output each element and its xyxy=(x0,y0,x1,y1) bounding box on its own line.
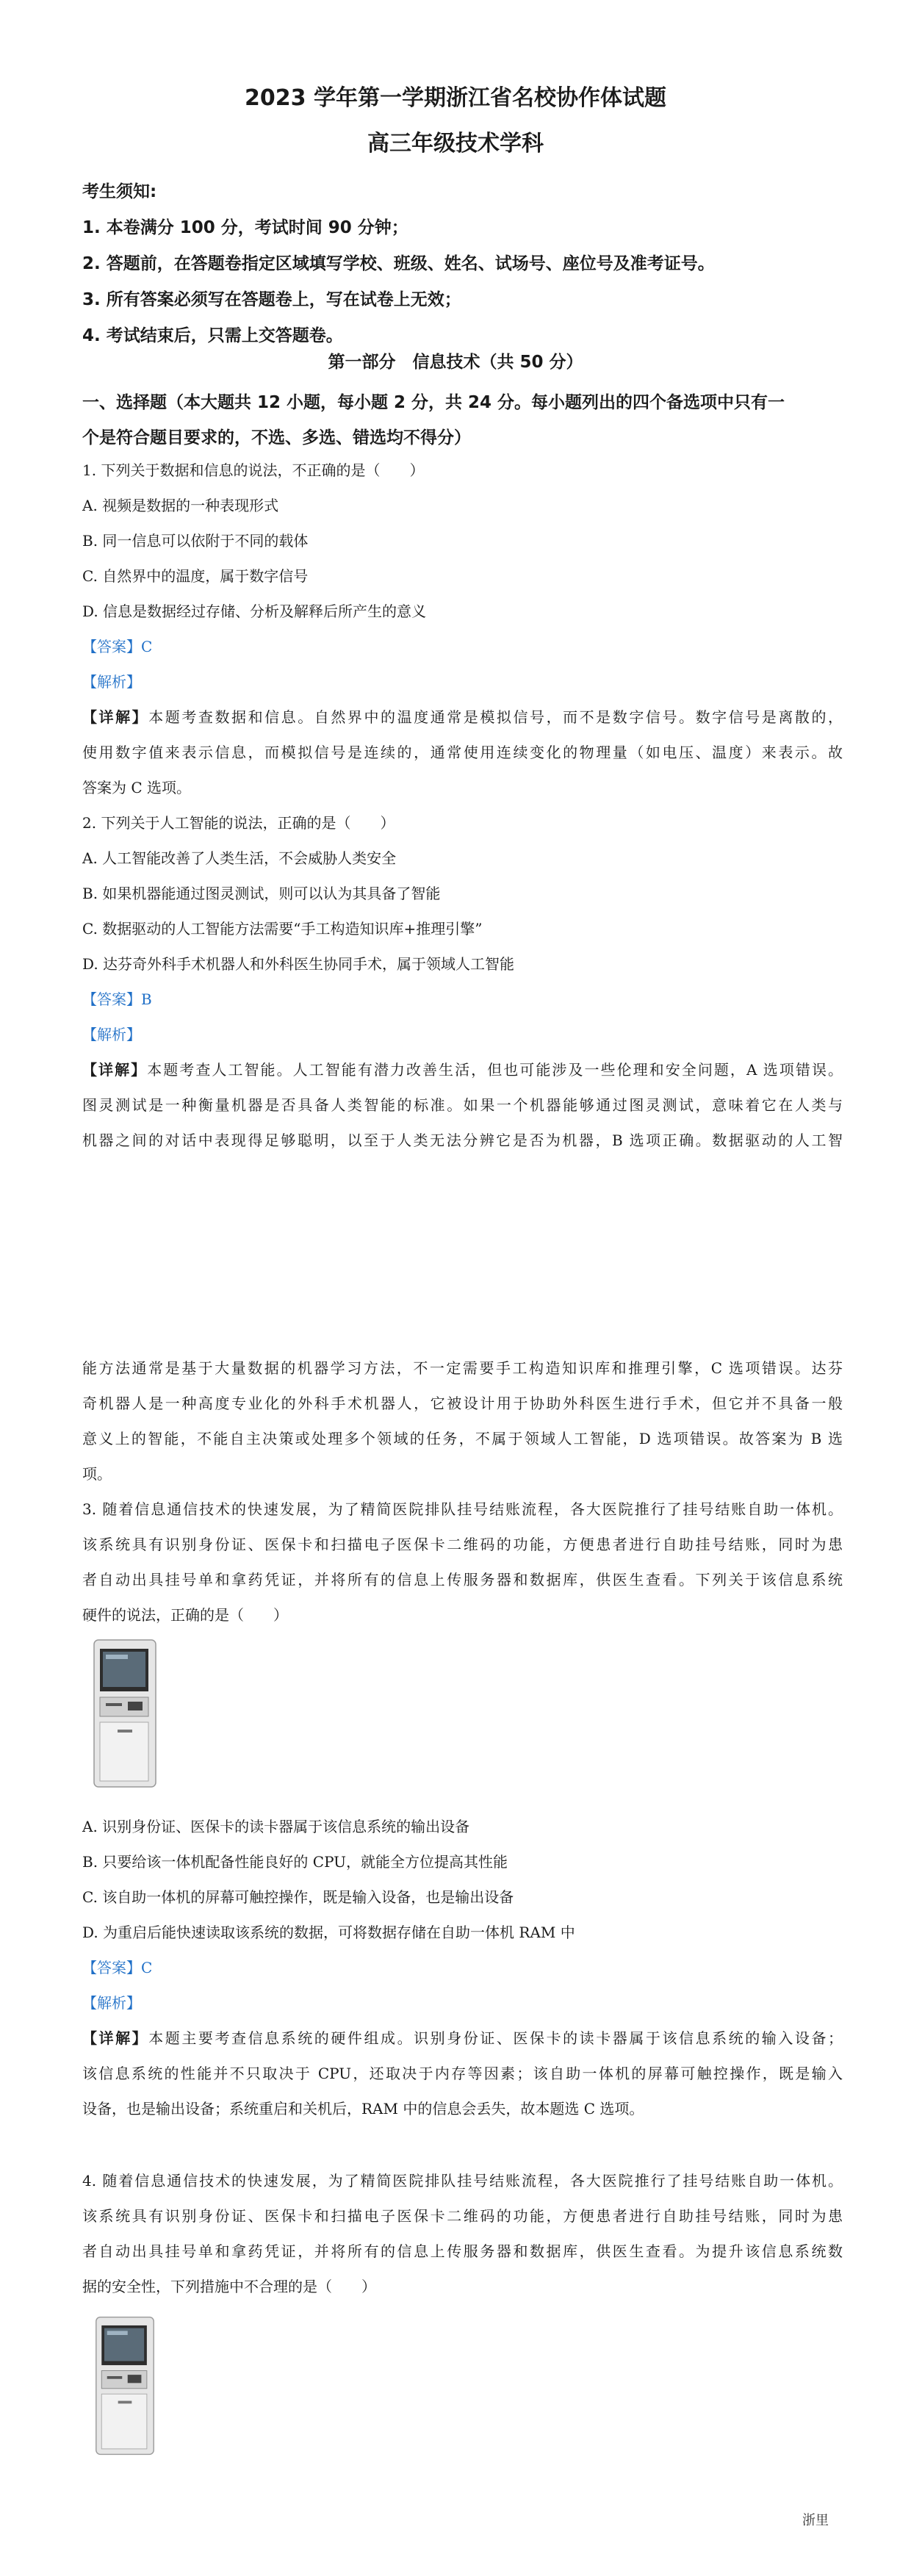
notice-item: 2. 答题前，在答题卷指定区域填写学校、班级、姓名、试场号、座位号及准考证号。 xyxy=(82,254,715,273)
option-a: A. 视频是数据的一种表现形式 xyxy=(82,497,279,514)
detail-line: 设备，也是输出设备；系统重启和关机后，RAM 中的信息会丢失，故本题选 C 选项。 xyxy=(82,2100,644,2118)
question-1 xyxy=(82,453,843,805)
detail-line: 【详解】本题考查人工智能。人工智能有潜力改善生活，但也可能涉及一些伦理和安全问题，A 选项错误。 xyxy=(82,1061,843,1079)
analysis-label: 【解析】 xyxy=(82,673,141,691)
detail-line: 【详解】本题考查数据和信息。自然界中的温度通常是模拟信号，而不是数字信号。数字信号是离散的， xyxy=(82,708,843,726)
self-service-kiosk-image xyxy=(88,2314,162,2458)
exam-notices xyxy=(82,174,839,354)
self-service-kiosk-image xyxy=(88,1637,162,1791)
analysis-label: 【解析】 xyxy=(82,1026,141,1043)
notice-item: 1. 本卷满分 100 分，考试时间 90 分钟； xyxy=(82,218,408,237)
answer-label: 【答案】C xyxy=(82,1959,153,1976)
detail-line: 能方法通常是基于大量数据的机器学习方法，不一定需要手工构造知识库和推理引擎，C 选项错误。达芬 xyxy=(82,1359,843,1377)
page-footer: 浙里 xyxy=(802,2513,829,2528)
question-3-options xyxy=(82,1809,843,2126)
question-4 xyxy=(82,2163,843,2304)
option-c: C. 该自助一体机的屏幕可触控操作，既是输入设备，也是输出设备 xyxy=(82,1888,514,1906)
mcq-heading-line: 个是符合题目要求的，不选、多选、错选均不得分） xyxy=(82,428,471,447)
detail-line: 【详解】本题主要考查信息系统的硬件组成。识别身份证、医保卡的读卡器属于该信息系统的输入设备； xyxy=(82,2029,843,2047)
exam-title: 2023 学年第一学期浙江省名校协作体试题 xyxy=(245,85,666,111)
detail-line: 机器之间的对话中表现得足够聪明，以至于人类无法分辨它是否为机器，B 选项正确。数据驱动的人工智 xyxy=(82,1132,843,1149)
question-stem: 该系统具有识别身份证、医保卡和扫描电子医保卡二维码的功能，方便患者进行自助挂号结账，同时为患 xyxy=(82,2207,843,2225)
detail-line: 项。 xyxy=(82,1465,112,1483)
notice-item: 3. 所有答案必须写在答题卷上，写在试卷上无效； xyxy=(82,290,461,309)
question-stem: 据的安全性，下列措施中不合理的是（ ） xyxy=(82,2278,376,2295)
option-c: C. 数据驱动的人工智能方法需要“手工构造知识库+推理引擎” xyxy=(82,920,483,938)
detail-label: 【详解】 xyxy=(82,708,149,726)
detail-label: 【详解】 xyxy=(82,2029,149,2047)
detail-line: 奇机器人是一种高度专业化的外科手术机器人，它被设计用于协助外科医生进行手术，但它并不具备一般 xyxy=(82,1395,843,1412)
notice-item: 4. 考试结束后，只需上交答题卷。 xyxy=(82,326,343,345)
option-d: D. 为重启后能快速读取该系统的数据，可将数据存储在自助一体机 RAM 中 xyxy=(82,1924,575,1941)
question-stem: 者自动出具挂号单和拿药凭证，并将所有的信息上传服务器和数据库，供医生查看。为提升该信息系统数 xyxy=(82,2242,843,2260)
question-stem: 者自动出具挂号单和拿药凭证，并将所有的信息上传服务器和数据库，供医生查看。下列关于该信息系统 xyxy=(82,1571,843,1589)
question-stem: 该系统具有识别身份证、医保卡和扫描电子医保卡二维码的功能，方便患者进行自助挂号结账，同时为患 xyxy=(82,1536,843,1553)
detail-label: 【详解】 xyxy=(82,1061,148,1079)
question-stem: 2. 下列关于人工智能的说法，正确的是（ ） xyxy=(82,814,395,832)
option-b: B. 只要给该一体机配备性能良好的 CPU，就能全方位提高其性能 xyxy=(82,1853,508,1871)
detail-line: 图灵测试是一种衡量机器是否具备人类智能的标准。如果一个机器能够通过图灵测试，意味着它在人类与 xyxy=(82,1096,843,1114)
option-d: D. 达芬奇外科手术机器人和外科医生协同手术，属于领域人工智能 xyxy=(82,955,515,973)
option-c: C. 自然界中的温度，属于数字信号 xyxy=(82,567,309,585)
option-d: D. 信息是数据经过存储、分析及解释后所产生的意义 xyxy=(82,602,427,620)
mcq-heading xyxy=(82,385,839,456)
option-a: A. 人工智能改善了人类生活，不会威胁人类安全 xyxy=(82,849,397,867)
option-b: B. 如果机器能通过图灵测试，则可以认为其具备了智能 xyxy=(82,885,441,902)
answer-label: 【答案】B xyxy=(82,990,152,1008)
option-a: A. 识别身份证、医保卡的读卡器属于该信息系统的输出设备 xyxy=(82,1818,470,1835)
detail-line: 使用数字值来表示信息，而模拟信号是连续的，通常使用连续变化的物理量（如电压、温度）来表示。故 xyxy=(82,744,843,761)
notices-heading: 考生须知: xyxy=(82,182,157,201)
question-3 xyxy=(82,1492,843,1633)
analysis-label: 【解析】 xyxy=(82,1994,141,2012)
detail-line: 答案为 C 选项。 xyxy=(82,779,192,796)
exam-subtitle: 高三年级技术学科 xyxy=(367,131,544,156)
question-2 xyxy=(82,805,843,1158)
detail-line: 该信息系统的性能并不只取决于 CPU，还取决于内存等因素；该自助一体机的屏幕可触控操作，既是输入 xyxy=(82,2065,843,2082)
detail-line: 意义上的智能，不能自主决策或处理多个领域的任务，不属于领域人工智能，D 选项错误。故答案为 B 选 xyxy=(82,1430,843,1447)
mcq-heading-line: 一、选择题（本大题共 12 小题，每小题 2 分，共 24 分。每小题列出的四个备选项中只有一 xyxy=(82,393,785,412)
question-2-continued xyxy=(82,1350,843,1492)
option-b: B. 同一信息可以依附于不同的载体 xyxy=(82,532,309,550)
question-stem: 1. 下列关于数据和信息的说法，不正确的是（ ） xyxy=(82,461,425,479)
section-title: 第一部分 信息技术（共 50 分） xyxy=(328,353,583,372)
question-stem: 3. 随着信息通信技术的快速发展，为了精简医院排队挂号结账流程，各大医院推行了挂号结账自助一体机。 xyxy=(82,1500,843,1518)
answer-label: 【答案】C xyxy=(82,638,153,655)
question-stem: 4. 随着信息通信技术的快速发展，为了精简医院排队挂号结账流程，各大医院推行了挂号结账自助一体机。 xyxy=(82,2172,843,2190)
question-stem: 硬件的说法，正确的是（ ） xyxy=(82,1606,288,1624)
